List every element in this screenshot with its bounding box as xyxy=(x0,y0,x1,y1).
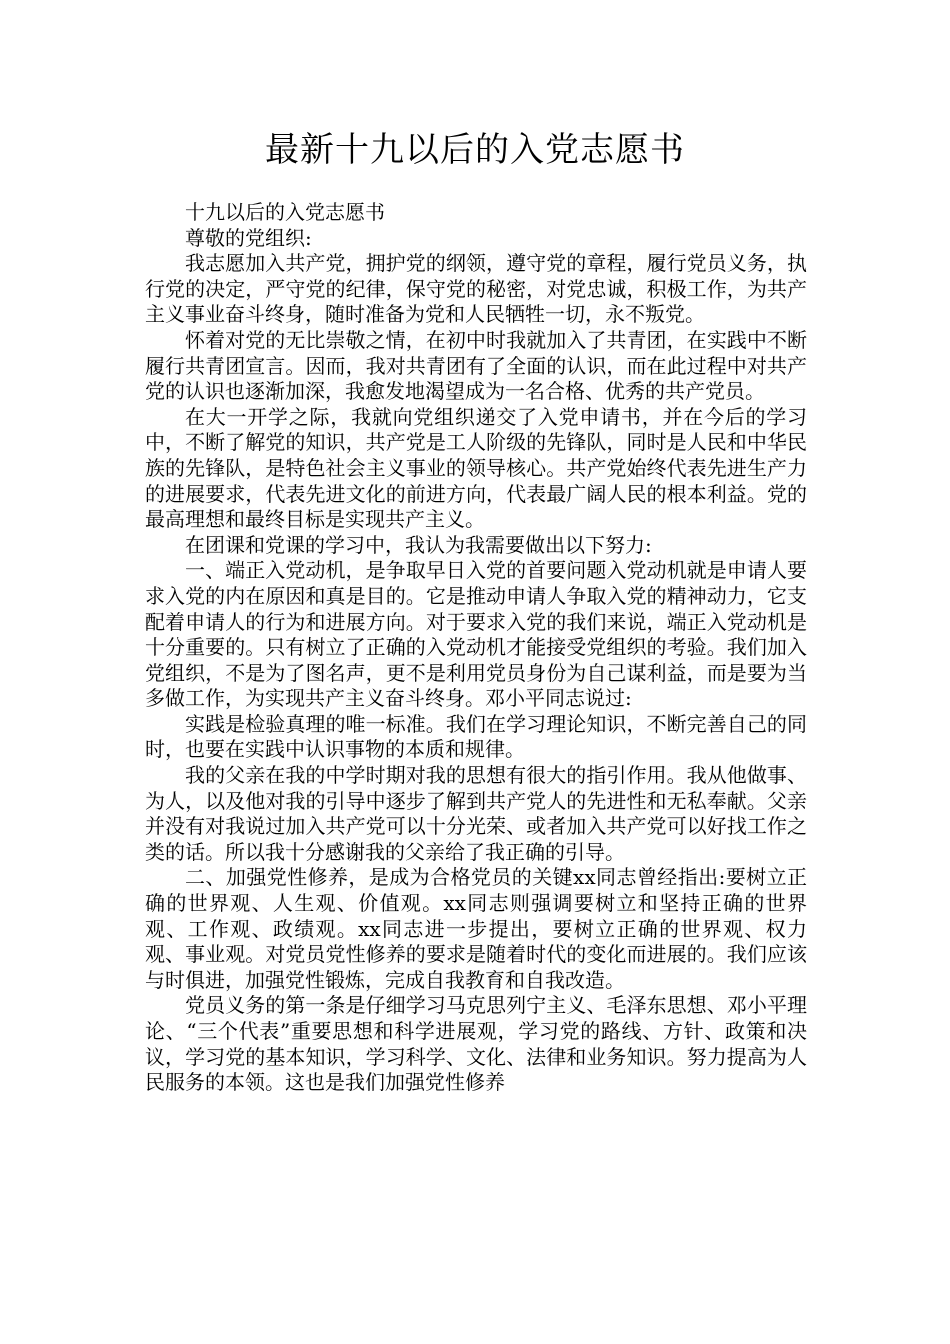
body-paragraph: 实践是检验真理的唯一标准。我们在学习理论知识，不断完善自己的同时，也要在实践中认识事物的本质和规律。 xyxy=(145,711,807,762)
subtitle-paragraph: 十九以后的入党志愿书 xyxy=(185,200,385,224)
document-body xyxy=(145,200,807,1096)
body-paragraph: 二、加强党性修养，是成为合格党员的关键xx同志曾经指出:要树立正确的世界观、人生观、价值观。xx同志则强调要树立和坚持正确的世界观、工作观、政绩观。xx同志进一步提出，要树立正确的世界观、权力观、事业观。对党员党性修养的要求是随着时代的变化而进展的。我们应该与时俱进，加强党性锻炼，完成自我教育和自我改造。 xyxy=(145,865,807,992)
body-paragraph: 在大一开学之际，我就向党组织递交了入党申请书，并在今后的学习中，不断了解党的知识，共产党是工人阶级的先锋队，同时是人民和中华民族的先锋队，是特色社会主义事业的领导核心。共产党始终代表先进生产力的进展要求，代表先进文化的前进方向，代表最广阔人民的根本利益。党的最高理想和最终目标是实现共产主义。 xyxy=(145,404,807,532)
oath-paragraph: 我志愿加入共产党，拥护党的纲领，遵守党的章程，履行党员义务，执行党的决定，严守党的纪律，保守党的秘密，对党忠诚，积极工作，为共产主义事业奋斗终身，随时准备为党和人民牺牲一切，永不叛党。 xyxy=(145,251,807,327)
salutation-paragraph: 尊敬的党组织: xyxy=(185,225,312,250)
body-paragraph: 我的父亲在我的中学时期对我的思想有很大的指引作用。我从他做事、为人，以及他对我的引导中逐步了解到共产党人的先进性和无私奉献。父亲并没有对我说过加入共产党可以十分光荣、或者加入共产党可以好找工作之类的话。所以我十分感谢我的父亲给了我正确的引导。 xyxy=(145,763,807,864)
body-paragraph: 党员义务的第一条是仔细学习马克思列宁主义、毛泽东思想、邓小平理论、“三个代表”重要思想和科学进展观，学习党的路线、方针、政策和决议，学习党的基本知识，学习科学、文化、法律和业务知识。努力提高为人民服务的本领。这也是我们加强党性修养 xyxy=(145,993,807,1095)
body-paragraph: 怀着对党的无比崇敬之情，在初中时我就加入了共青团，在实践中不断履行共青团宣言。因而，我对共青团有了全面的认识，而在此过程中对共产党的认识也逐渐加深，我愈发地渴望成为一名合格、优秀的共产党员。 xyxy=(145,327,807,404)
body-paragraph: 一、端正入党动机，是争取早日入党的首要问题入党动机就是申请人要求入党的内在原因和真是目的。它是推动申请人争取入党的精神动力，它支配着申请人的行为和进展方向。对于要求入党的我们来说，端正入党动机是十分重要的。只有树立了正确的入党动机才能接受党组织的考验。我们加入党组织，不是为了图名声，更不是利用党员身份为自己谋利益，而是要为当多做工作，为实现共产主义奋斗终身。邓小平同志说过: xyxy=(145,558,807,711)
document-title: 最新十九以后的入党志愿书 xyxy=(265,130,685,170)
body-paragraph: 在团课和党课的学习中，我认为我需要做出以下努力: xyxy=(185,532,652,557)
